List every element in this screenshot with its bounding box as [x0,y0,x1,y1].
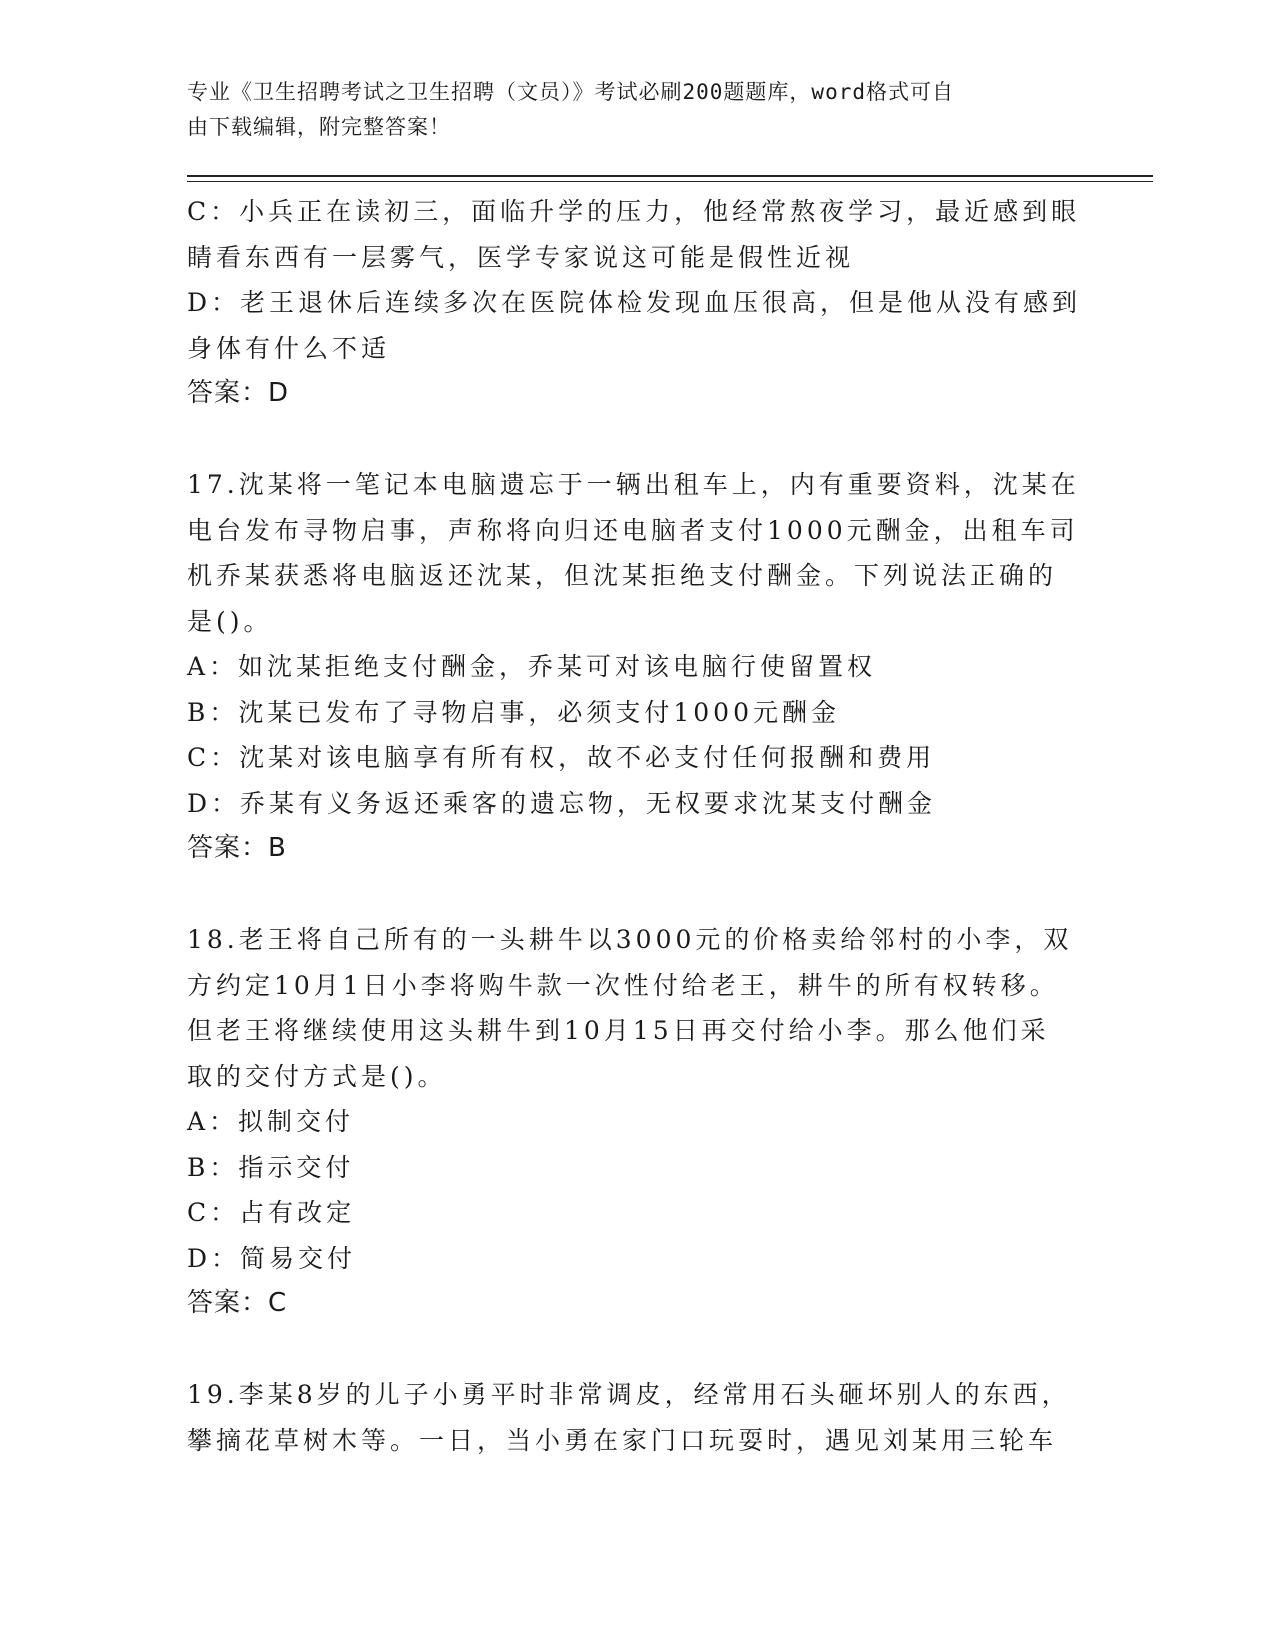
question-19 [187,1372,1087,1463]
option-d: D：简易交付 [187,1243,357,1273]
answer-line: 答案：B [187,833,287,863]
option-a: A：拟制交付 [187,1107,355,1136]
spacer [187,417,1087,463]
option-b: B：沈某已发布了寻物启事，必须支付1000元酬金 [187,697,840,727]
question-stem-line: 攀摘花草树木等。一日，当小勇在家门口玩耍时，遇见刘某用三轮车 [187,1425,1058,1455]
question-stem-line: 取的交付方式是()。 [187,1061,447,1091]
answer-line: 答案：D [187,378,290,408]
question-stem-line: 机乔某获悉将电脑返还沈某，但沈某拒绝支付酬金。下列说法正确的 [187,561,1058,590]
question-stem-line: 是()。 [187,606,273,636]
option-d-line: D：老王退休后连续多次在医院体检发现血压很高，但是他从没有感到 [187,288,1082,317]
option-c: C：占有改定 [187,1198,356,1227]
question-18 [187,917,1087,1327]
question-stem-line: 18.老王将自己所有的一头耕牛以3000元的价格卖给邻村的小李，双 [187,925,1073,954]
option-b: B：指示交付 [187,1152,355,1182]
question-17 [187,462,1087,872]
header-rule-thick [187,175,1153,177]
option-c: C：沈某对该电脑享有所有权，故不必支付任何报酬和费用 [187,743,936,772]
option-d: D：乔某有义务返还乘客的遗忘物，无权要求沈某支付酬金 [187,788,937,818]
header-title-line-2: 由下载编辑，附完整答案！ [187,115,451,139]
question-stem-line: 17.沈某将一笔记本电脑遗忘于一辆出租车上，内有重要资料，沈某在 [187,470,1080,499]
spacer [187,1327,1087,1373]
option-d-line: 身体有什么不适 [187,333,391,363]
option-c-line: C：小兵正在读初三，面临升学的压力，他经常熬夜学习，最近感到眼 [187,197,1081,226]
document-body [187,189,1087,1463]
question-stem-line: 19.李某8岁的儿子小勇平时非常调皮，经常用石头砸坏别人的东西， [187,1380,1071,1409]
question-16-continuation [187,189,1087,417]
option-a: A：如沈某拒绝支付酬金，乔某可对该电脑行使留置权 [187,652,877,681]
question-stem-line: 电台发布寻物启事，声称将向归还电脑者支付1000元酬金，出租车司 [187,515,1079,545]
header-rule-thin [187,181,1153,182]
document-header [187,75,1067,145]
spacer [187,872,1087,918]
option-c-line: 睛看东西有一层雾气，医学专家说这可能是假性近视 [187,242,855,272]
question-stem-line: 方约定10月1日小李将购牛款一次性付给老王，耕牛的所有权转移。 [187,970,1059,1000]
question-stem-line: 但老王将继续使用这头耕牛到10月15日再交付给小李。那么他们采 [187,1016,1050,1045]
answer-line: 答案：C [187,1288,288,1318]
header-title-line-1: 专业《卫生招聘考试之卫生招聘（文员）》考试必刷200题题库，word格式可自 [187,80,954,104]
